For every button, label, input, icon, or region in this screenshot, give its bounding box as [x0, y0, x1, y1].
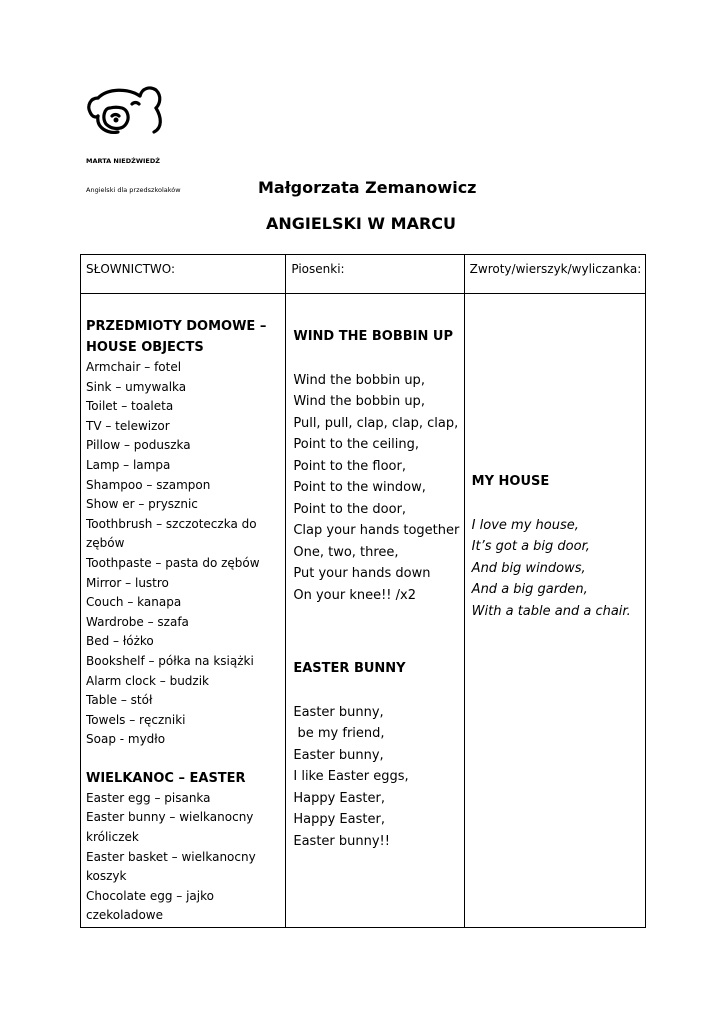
vocab-item: Towels – ręczniki — [86, 712, 186, 727]
vocab-item: Sink – umywalka — [86, 379, 187, 394]
vocab-item: Toothbrush – szczoteczka do — [86, 516, 257, 531]
poem-cell — [464, 294, 645, 928]
spacer — [293, 680, 463, 702]
page-title: ANGIELSKI W MARCU — [266, 214, 457, 233]
spacer — [86, 750, 285, 768]
vocab-item: TV – telewizor — [86, 418, 170, 433]
song-line: One, two, three, — [293, 544, 399, 560]
song-line: Easter bunny, — [293, 704, 384, 720]
vocab-item: Bed – łóżko — [86, 634, 154, 649]
song-title: WIND THE BOBBIN UP — [293, 329, 453, 344]
vocab-item: Bookshelf – półka na książki — [86, 653, 254, 668]
vocab-item: Alarm clock – budzik — [86, 673, 209, 688]
song-line: Point to the floor, — [293, 458, 406, 474]
poem-title: MY HOUSE — [471, 474, 550, 489]
vocab-item: Chocolate egg – jajko czekoladowe — [86, 888, 214, 923]
song-line: be my friend, — [293, 726, 385, 741]
song-title: EASTER BUNNY — [293, 661, 406, 676]
header-cell-songs — [286, 255, 464, 294]
header-vocabulary-label: SŁOWNICTWO: — [86, 262, 176, 276]
vocab-item: Toothpaste – pasta do zębów — [86, 555, 260, 570]
section-heading: PRZEDMIOTY DOMOWE – — [86, 319, 267, 334]
author-small-text: MARTA NIEDŹWIEDŹ — [86, 157, 160, 165]
header-phrases-label: Zwroty/wierszyk/wyliczanka: — [469, 262, 642, 276]
spacer — [293, 348, 463, 370]
header-cell-vocabulary — [81, 255, 286, 294]
spacer — [472, 493, 645, 515]
song-line: Wind the bobbin up, — [293, 372, 425, 388]
vocab-item: Armchair – fotel — [86, 360, 182, 374]
table-header-row — [81, 255, 646, 294]
header-cell-phrases — [464, 255, 645, 294]
vocab-item: Easter egg – pisanka — [86, 790, 211, 805]
vocab-item: Shampoo – szampon — [86, 477, 211, 492]
song-line: Pull, pull, clap, clap, clap, — [293, 415, 459, 431]
vocab-item: Soap - mydło — [86, 732, 166, 747]
bear-logo-icon — [84, 84, 164, 136]
poem-line: And a big garden, — [471, 582, 588, 597]
vocab-item: Easter bunny – wielkanocny — [86, 810, 254, 825]
vocab-item: Pillow – poduszka — [86, 438, 191, 453]
song-line: Point to the door, — [293, 501, 407, 517]
vocab-item: Lamp – lampa — [86, 457, 171, 472]
vocab-item: króliczek — [86, 830, 139, 845]
vocab-item: Show er – prysznic — [86, 497, 198, 512]
song-line: Put your hands down — [293, 566, 431, 581]
poem-line: I love my house, — [471, 517, 579, 533]
vocab-item: zębów — [86, 536, 125, 551]
subtitle-small-text: Angielski dla przedszkolaków — [86, 186, 181, 194]
song-line: Easter bunny, — [293, 747, 384, 763]
song-line: Wind the bobbin up, — [293, 394, 425, 409]
vocab-item: Wardrobe – szafa — [86, 614, 189, 629]
poem-line: With a table and a chair. — [471, 603, 631, 619]
vocab-item: Easter basket – wielkanocny — [86, 849, 256, 864]
section-heading: HOUSE OBJECTS — [86, 340, 204, 355]
song-line: On your knee!! /x2 — [293, 587, 416, 603]
song-line: Easter bunny!! — [293, 833, 390, 849]
song-line: Happy Easter, — [293, 812, 385, 827]
song-line: Clap your hands together — [293, 523, 460, 538]
spacer — [293, 606, 463, 658]
header-songs-label: Piosenki: — [291, 262, 345, 276]
song-line: Point to the window, — [293, 480, 426, 495]
vocabulary-cell — [81, 294, 286, 928]
lesson-table — [80, 254, 646, 928]
song-line: Point to the ceiling, — [293, 437, 420, 452]
author-name: Małgorzata Zemanowicz — [258, 178, 477, 197]
vocab-item: Mirror – lustro — [86, 575, 169, 590]
vocab-item: Table – stół — [86, 693, 153, 708]
vocab-item: Toilet – toaleta — [86, 399, 174, 414]
vocab-item: koszyk — [86, 869, 127, 884]
table-content-row — [81, 294, 646, 928]
vocab-item: Couch – kanapa — [86, 595, 182, 610]
poem-line: And big windows, — [471, 560, 586, 576]
song-line: Happy Easter, — [293, 790, 385, 806]
poem-line: It’s got a big door, — [471, 539, 590, 554]
song-line: I like Easter eggs, — [293, 769, 409, 784]
songs-cell — [286, 294, 464, 928]
section-heading: WIELKANOC – EASTER — [86, 770, 246, 786]
